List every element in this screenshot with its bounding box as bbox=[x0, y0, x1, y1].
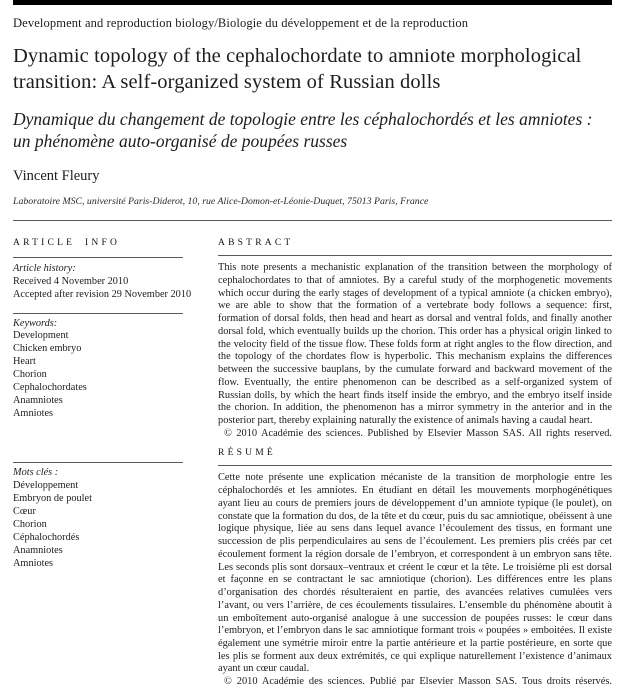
mot-cle-item: Amniotes bbox=[13, 558, 54, 570]
resume-divider bbox=[218, 465, 612, 466]
top-rule bbox=[13, 0, 612, 5]
mots-cles-divider bbox=[13, 462, 183, 463]
abstract-heading: ABSTRACT bbox=[218, 238, 294, 249]
mot-cle-item: Cœur bbox=[13, 506, 36, 518]
keyword-item: Development bbox=[13, 330, 69, 342]
article-info-block bbox=[13, 238, 205, 440]
header-divider bbox=[13, 220, 612, 221]
keywords-block bbox=[13, 313, 205, 422]
keyword-item: Amniotes bbox=[13, 408, 54, 420]
article-info-heading: ARTICLE INFO bbox=[13, 238, 121, 249]
mots-cles-label: Mots clés : bbox=[13, 467, 59, 479]
article-title-en: Dynamic topology of the cephalochordate to amniote morphological transition: A self-organized system of Russian dolls bbox=[13, 45, 582, 93]
resume-copyright: © 2010 Académie des sciences. Publié par Elsevier Masson SAS. Tous droits réservés. bbox=[224, 676, 612, 688]
keywords-label: Keywords: bbox=[13, 317, 58, 329]
author-affiliation: Laboratoire MSC, université Paris-Diderot, 10, rue Alice-Domon-et-Léonie-Duquet, 75013 Paris, France bbox=[13, 196, 429, 208]
resume-heading: RÉSUMÉ bbox=[218, 448, 276, 459]
keyword-item: Chicken embryo bbox=[13, 343, 82, 355]
abstract-copyright: © 2010 Académie des sciences. Published by Elsevier Masson SAS. All rights reserved. bbox=[224, 427, 612, 439]
article-history-label: Article history: bbox=[13, 262, 76, 274]
mots-cles-block bbox=[13, 462, 205, 688]
keyword-item: Anamniotes bbox=[13, 395, 63, 407]
keywords-divider bbox=[13, 313, 183, 314]
mot-cle-item: Chorion bbox=[13, 519, 47, 531]
article-info-divider bbox=[13, 257, 183, 258]
mot-cle-item: Anamniotes bbox=[13, 545, 63, 557]
mot-cle-item: Céphalochordés bbox=[13, 532, 80, 544]
keyword-item: Chorion bbox=[13, 369, 47, 381]
two-column-body bbox=[13, 238, 612, 689]
keyword-item: Heart bbox=[13, 356, 36, 368]
abstract-block bbox=[218, 238, 612, 440]
abstract-text: This note presents a mechanistic explanation of the transition between the morphology of cephalochordates to that of amniotes. By a careful study of the morphogenetic movements which occur during the early stages of development of a typical amniote (a chicken embryo), we are able to show that the formation of a vertebrate body follows a sequence: first, formation of dorsal folds, then head and heart as dorsal and ventral folds, and finally another dorsal fold, which eventually builds up the chorion. This order has a physical origin linked to the velocity field of the tissue flow. These folds form at right angles to the flow direction, and the topology of the chordates flow is hyperbolic. This mechanism explains the differences between the successive bauplans, by the cumulate forward and backward movement of the flow. Eventually, the entire phenomenon can be described as a self-organized system of Russian dolls, by which the heart finds itself inside the embryo, and the embryo itself inside the chorion. In addition, the phenomenon has a mirror symmetry in the anterior and in the posterior part, thereby explaining naturally the existence of animals having a caudal heart. bbox=[218, 262, 612, 426]
mot-cle-item: Développement bbox=[13, 480, 79, 492]
keyword-item: Cephalochordates bbox=[13, 382, 87, 394]
accepted-date: Accepted after revision 29 November 2010 bbox=[13, 288, 192, 300]
article-title-fr: Dynamique du changement de topologie entre les céphalochordés et les amniotes : un phénomène auto-organisé de poupées russes bbox=[13, 108, 593, 152]
author-name: Vincent Fleury bbox=[13, 168, 100, 185]
abstract-divider bbox=[218, 255, 612, 256]
mot-cle-item: Embryon de poulet bbox=[13, 493, 92, 505]
resume-text: Cette note présente une explication mécaniste de la transition de morphologie entre les céphalochordés et les amniotes. En étudiant en détail les mouvements morphogénétiques ayant lieu au cours de premiers jours de développement d’un amniote typique (le poulet), on constate que la formation du dos, de la tête et du cœur, puis du sac amniotique, obéissent à une logique physique, liée au sens dans lequel avance l’écoulement des tissus, en formant une succession de plis perpendiculaires au sens de l’écoulement. Les premiers plis créés par cet écoulement forment la région dorsale de l’embryon, et correspondent à un embryon sans tête. Les seconds plis sont dorsaux–ventraux et créent le cœur et la tête. Le troisième pli est dorsal et façonne en se contractant le sac amniotique (chorion). Les différences entre les plans d’organisation des chordés résulteraient en partie, des avancées relatives cumulées vers l’avant, ou vers l’arrière, de ces écoulements tissulaires. L’ensemble du phénomène aboutit à un emboîtement auto-organisé analogue à une succession de poupées russes: le cœur dans l’embryon, et l’embryon dans le sac amniotique formant trois « poupées » emboitées. Il existe également une symétrie miroir entre la partie antérieure et la partie postérieure, en sorte que les plis se forment aux deux extrémités, ce qui explique naturellement l’existence d’animaux ayant un cœur caudal. bbox=[218, 472, 612, 675]
journal-section: Development and reproduction biology/Biologie du développement et de la reproduction bbox=[13, 16, 469, 30]
resume-block bbox=[218, 448, 612, 688]
received-date: Received 4 November 2010 bbox=[13, 275, 129, 287]
